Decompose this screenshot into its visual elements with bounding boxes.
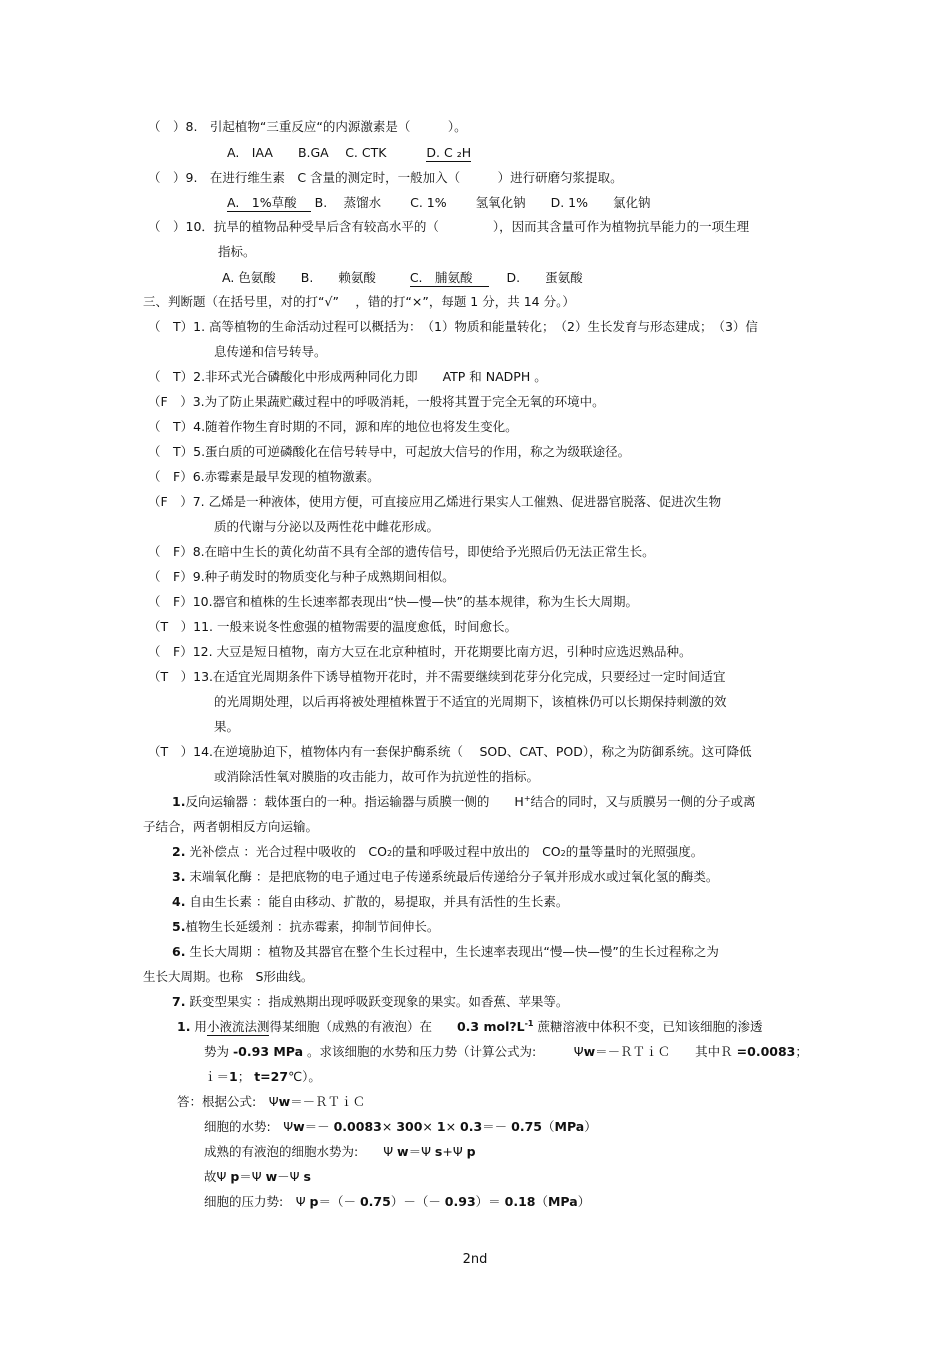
answer-a5-d: ）＝ xyxy=(475,1194,505,1209)
calc-l1-c: 蔗糖溶液中体积不变，已知该细胞的渗透 xyxy=(533,1019,763,1034)
tf-item-5: （ T）5.蛋白质的可逆磷酸化在信号转导中，可起放大信号的作用，称之为级联途径。 xyxy=(148,444,631,459)
def-7-number: 7. xyxy=(172,994,186,1009)
q9-options xyxy=(227,195,651,211)
def-1-cont: 子结合，两者朝相反方向运输。 xyxy=(143,819,319,834)
answer-a2-c: × xyxy=(381,1119,397,1134)
q8-text: （ ）8. 引起植物“三重反应“的内源激素是（ ）。 xyxy=(148,119,467,134)
def-2-sub: 2 xyxy=(386,849,393,858)
answer-a5-c: ）－（－ xyxy=(390,1194,445,1209)
answer-a3-p: p xyxy=(466,1144,476,1159)
def-4-text: 自由生长素 ：能自由移动、扩散的，易提取，并具有活性的生长素。 xyxy=(185,894,569,909)
answer-a2-f: ＝－ xyxy=(482,1119,512,1134)
answer-a5-e: （ xyxy=(535,1194,548,1209)
def-7-text: 跃变型果实 ：指成熟期出现呼吸跃变现象的果实。如香蕉、苹果等。 xyxy=(185,994,569,1009)
calc-number: 1. xyxy=(177,1019,191,1034)
answer-a5-v3: 0.18 xyxy=(504,1194,536,1209)
tf-item-14-cont: 或消除活性氧对膜脂的攻击能力，故可作为抗逆性的指标。 xyxy=(214,769,540,784)
answer-a2-g: （ xyxy=(542,1119,555,1134)
calc-line-2 xyxy=(204,1044,808,1060)
q10-options xyxy=(222,270,583,286)
answer-a4-a: 故Ψ xyxy=(204,1169,231,1184)
calc-t-value: t=27 xyxy=(254,1069,289,1084)
answer-a2-b: ＝－ xyxy=(304,1119,334,1134)
answer-line-5 xyxy=(204,1194,590,1210)
q10-answer-c: C. 脯氨酸 xyxy=(410,270,489,287)
q10-options-ab: A. 色氨酸 B. 赖氨酸 xyxy=(222,270,376,285)
calc-l2-w: w xyxy=(583,1044,596,1059)
q9-answer-a: A. 1%草酸 xyxy=(227,195,311,212)
def-5-number: 5. xyxy=(172,919,186,934)
answer-a2-a: 细胞的水势: Ψ xyxy=(204,1119,294,1134)
answer-a3-a: 成熟的有液泡的细胞水势为: Ψ xyxy=(204,1144,398,1159)
tf-item-3: （F ）3.为了防止果蔬贮藏过程中的呼吸消耗，一般将其置于完全无氧的环境中。 xyxy=(148,394,605,409)
answer-a2-v: 0.0083 xyxy=(333,1119,382,1134)
answer-a2-unit: MPa xyxy=(554,1119,585,1134)
answer-a4-w: w xyxy=(265,1169,278,1184)
answer-a2-v5: 0.75 xyxy=(511,1119,542,1134)
def-1-sup: + xyxy=(523,794,531,803)
answer-a1-a: 答：根据公式: Ψ xyxy=(177,1094,279,1109)
tf-item-11: （T ）11. 一般来说冬性愈强的植物需要的温度愈低，时间愈长。 xyxy=(148,619,517,634)
tf-item-12: （ F）12. 大豆是短日植物，南方大豆在北京种植时，开花期要比南方迟，引种时应选迟熟品种。 xyxy=(148,644,692,659)
answer-line-2 xyxy=(204,1119,597,1135)
def-2 xyxy=(172,844,703,860)
def-1-number: 1. xyxy=(172,794,186,809)
answer-a5-b: ＝（－ xyxy=(318,1194,360,1209)
q8-options xyxy=(227,145,471,161)
answer-a1-w: w xyxy=(278,1094,291,1109)
tf-item-7: （F ）7. 乙烯是一种液体，使用方便，可直接应用乙烯进行果实人工催熟、促进器官脱落、促进次生物 xyxy=(148,494,722,509)
answer-a2-w: w xyxy=(293,1119,305,1134)
answer-line-3 xyxy=(204,1144,476,1160)
answer-a4-c: －Ψ xyxy=(277,1169,304,1184)
calc-l1-b: 得某细胞（成熟的有液泡）在 xyxy=(269,1019,457,1034)
tf-item-1-cont: 息传递和信号转导。 xyxy=(214,344,327,359)
def-3-text: 末端氧化酶 ：是把底物的电子通过电子传递系统最后传递给分子氧并形成水或过氧化氢的酶类。 xyxy=(185,869,719,884)
tf-item-13-cont: 的光周期处理，以后再将被处理植株置于不适宜的光周期下，该植株仍可以长期保持刺激的效 xyxy=(214,694,727,709)
calc-l3-b: ； xyxy=(237,1069,255,1084)
tf-item-13: （T ）13.在适宜光周期条件下诱导植物开花时，并不需要继续到花芽分化完成，只要经过一定时间适宜 xyxy=(148,669,726,684)
tf-item-4: （ T）4.随着作物生育时期的不同，源和库的地位也将发生变化。 xyxy=(148,419,518,434)
calc-line-3 xyxy=(204,1069,321,1085)
calc-unit-sup: -1 xyxy=(524,1019,534,1028)
tf-item-7-cont: 质的代谢与分泌以及两性花中雌花形成。 xyxy=(214,519,440,534)
answer-a5-a: 细胞的压力势: Ψ xyxy=(204,1194,310,1209)
answer-a2-v2: 300 xyxy=(396,1119,423,1134)
calc-i-value: 1 xyxy=(229,1069,238,1084)
def-2-sub2: 2 xyxy=(560,849,566,858)
q10-text: （ ）10．抗旱的植物品种受旱后含有较高水平的（ ），因而其含量可作为植物抗旱能力的一项生理 xyxy=(148,219,750,234)
def-1-text: 反向运输器 ：载体蛋白的一种。指运输器与质膜一侧的 H xyxy=(185,794,524,809)
tf-item-14: （T ）14.在逆境胁迫下，植物体内有一套保护酶系统（ SOD、CAT、POD），称之为防御系统。这可降低 xyxy=(148,744,752,759)
calc-l2-c: ＝－ＲＴｉＣ 其中Ｒ xyxy=(595,1044,737,1059)
q10-text-cont: 指标。 xyxy=(218,244,256,259)
calc-l1-a: 用 xyxy=(190,1019,207,1034)
answer-a2-v3: 1 xyxy=(436,1119,446,1134)
answer-a4-s: s xyxy=(303,1169,311,1184)
answer-a5-p: p xyxy=(309,1194,319,1209)
answer-line-4 xyxy=(204,1169,311,1185)
answer-a5-unit: MPa xyxy=(547,1194,578,1209)
tf-heading: 三、判断题（在括号里，对的打“√” ，错的打“×”，每题 1 分，共 14 分。） xyxy=(143,294,575,309)
answer-a2-v4: 0.3 xyxy=(460,1119,483,1134)
def-5-text: 植物生长延缓剂 ：抗赤霉素，抑制节间伸长。 xyxy=(185,919,440,934)
q10-options-d: D. 蛋氨酸 xyxy=(506,270,583,285)
q9-text: （ ）9. 在进行维生素 C 含量的测定时，一般加入（ ）进行研磨匀浆提取。 xyxy=(148,170,623,185)
tf-item-9: （ F）9.种子萌发时的物质变化与种子成熟期间相似。 xyxy=(148,569,455,584)
def-1 xyxy=(172,794,756,810)
def-6-text: 生长大周期 ：植物及其器官在整个生长过程中，生长速率表现出“慢—快—慢”的生长过程称之为 xyxy=(185,944,719,959)
def-2-number: 2. xyxy=(172,844,186,859)
calc-l3-a: ｉ＝ xyxy=(204,1069,230,1084)
def-2-text-c: 的量等量时的光照强度。 xyxy=(565,844,704,859)
def-2-text-b: 的量和呼吸过程中放出的 CO xyxy=(392,844,561,859)
calc-line-1 xyxy=(177,1019,762,1035)
answer-a2-e: × xyxy=(445,1119,461,1134)
answer-a5-v2: 0.93 xyxy=(444,1194,476,1209)
def-6 xyxy=(172,944,719,960)
def-7 xyxy=(172,994,568,1010)
answer-a4-b: ＝Ψ xyxy=(239,1169,266,1184)
answer-a2-d: × xyxy=(422,1119,437,1134)
def-3-number: 3. xyxy=(172,869,186,884)
tf-item-8: （ F）8.在暗中生长的黄化幼苗不具有全部的遗传信号，即使给予光照后仍无法正常生长。 xyxy=(148,544,655,559)
def-1-text-b: 结合的同时，又与质膜另一侧的分子或离 xyxy=(530,794,756,809)
q8-options-abc: A. IAA B.GA C. CTK xyxy=(227,145,387,160)
answer-a5-f: ） xyxy=(577,1194,591,1209)
answer-line-1 xyxy=(177,1094,365,1110)
tf-item-1: （ T）1. 高等植物的生命活动过程可以概括为： （1）物质和能量转化； （2）生长发育与形态建成； （3）信 xyxy=(148,319,758,334)
answer-a3-b: ＝Ψ xyxy=(408,1144,435,1159)
tf-item-13-cont2: 果。 xyxy=(214,719,240,734)
calc-l2-b: 。求该细胞的水势和压力势（计算公式为: Ψ xyxy=(303,1044,584,1059)
answer-a4-p: p xyxy=(230,1169,240,1184)
def-6-cont: 生长大周期。也称 S形曲线。 xyxy=(143,969,314,984)
answer-a1-b: ＝－ＲＴｉＣ xyxy=(290,1094,366,1109)
def-4-number: 4. xyxy=(172,894,186,909)
page-footer: 2nd xyxy=(462,1252,488,1267)
tf-item-6: （ F）6.赤霉素是最早发现的植物激素。 xyxy=(148,469,380,484)
calc-concentration: 0.3 mol?L xyxy=(456,1019,525,1034)
answer-a3-s: s xyxy=(434,1144,443,1159)
def-2-text: 光补偿点 ：光合过程中吸收的 CO xyxy=(185,844,387,859)
calc-r-value: =0.0083 xyxy=(736,1044,796,1059)
answer-a3-w: w xyxy=(397,1144,409,1159)
def-4 xyxy=(172,894,568,910)
def-6-number: 6. xyxy=(172,944,186,959)
tf-item-2: （ T）2.非环式光合磷酸化中形成两种同化力即 ATP 和 NADPH 。 xyxy=(148,369,547,384)
def-3 xyxy=(172,869,718,885)
answer-a2-h: ） xyxy=(584,1119,597,1134)
tf-item-10: （ F）10.器官和植株的生长速率都表现出“快—慢—快”的基本规律，称为生长大周期。 xyxy=(148,594,639,609)
q9-options-rest: B. 蒸馏水 C. 1% 氢氧化钠 D. 1% 氯化钠 xyxy=(314,195,651,210)
answer-a3-c: +Ψ xyxy=(442,1144,467,1159)
calc-osmotic-value: -0.93 MPa xyxy=(232,1044,304,1059)
calc-method: 小液流法测 xyxy=(206,1019,270,1034)
def-5 xyxy=(172,919,439,935)
calc-l2-a: 势为 xyxy=(204,1044,233,1059)
q8-answer-d: D. C ₂H xyxy=(426,145,472,160)
calc-l3-c: ℃）。 xyxy=(288,1069,321,1084)
answer-a5-v1: 0.75 xyxy=(359,1194,391,1209)
calc-l2-d: ； xyxy=(795,1044,808,1059)
